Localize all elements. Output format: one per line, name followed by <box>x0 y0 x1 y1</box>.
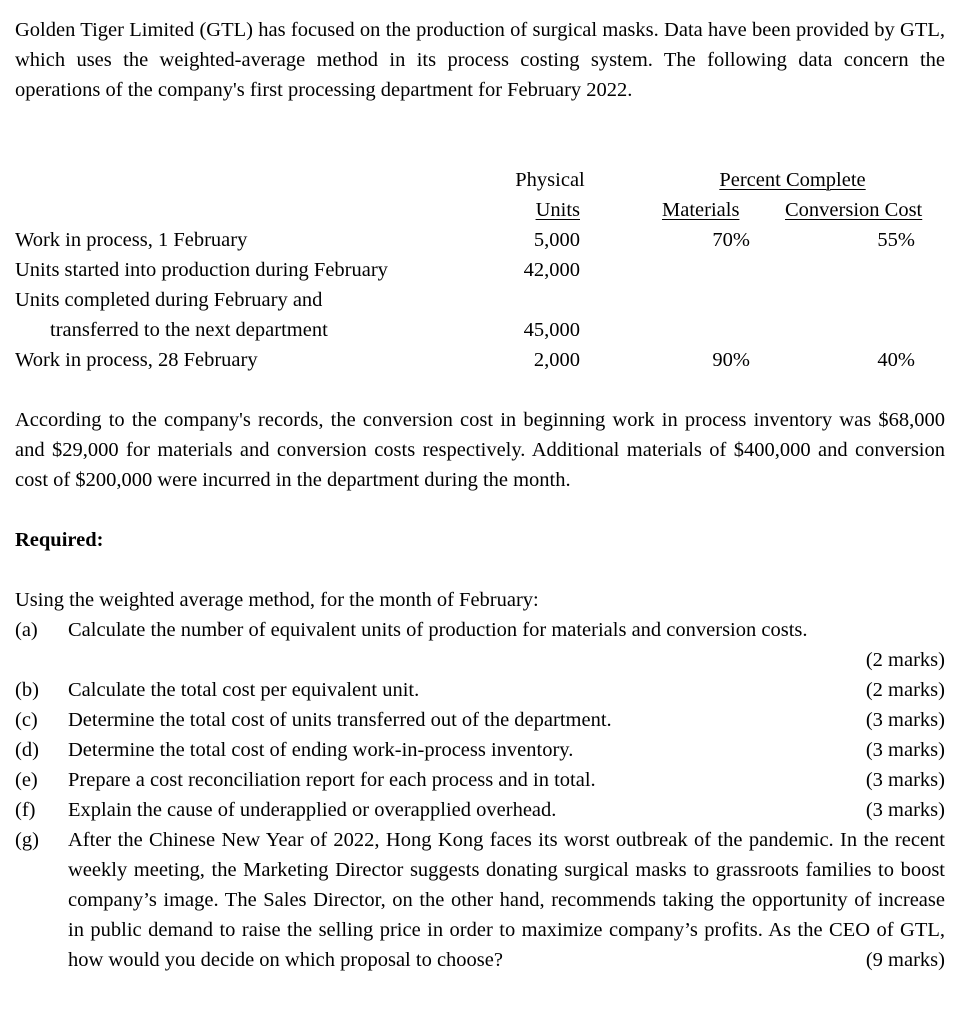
records-paragraph: According to the company's records, the conversion cost in beginning work in process inventory was $68,000 and $29,000 for materials and conversion costs respectively. Additional materials of $400,000 and conversion cost of $200,000 were incurred in the department during the month. <box>15 409 945 491</box>
question-d-text: Determine the total cost of ending work-in-process inventory. <box>68 739 574 761</box>
question-c-marks: (3 marks) <box>865 709 945 731</box>
question-a-label: (a) <box>15 619 38 641</box>
row-materials-wip-end: 90% <box>712 349 750 371</box>
row-conversion-wip-end: 40% <box>877 349 915 371</box>
row-label-transferred: transferred to the next department <box>50 319 328 341</box>
col-header-conversion: Conversion Cost <box>785 199 923 221</box>
required-heading: Required: <box>15 529 104 551</box>
row-units-wip-end: 2,000 <box>533 349 580 371</box>
row-label-started: Units started into production during February <box>15 259 388 281</box>
row-materials-wip-begin: 70% <box>712 229 750 251</box>
question-f-text: Explain the cause of underapplied or overapplied overhead. <box>68 799 557 821</box>
question-b-label: (b) <box>15 679 39 701</box>
row-units-transferred: 45,000 <box>523 319 580 341</box>
row-units-started: 42,000 <box>523 259 580 281</box>
question-d-label: (d) <box>15 739 39 761</box>
intro-paragraph: Golden Tiger Limited (GTL) has focused on the production of surgical masks. Data have been provided by GTL, which uses the weighted-average method in its process costing system. The following data concern the operations of the company's first processing department for February 2022. <box>15 19 945 101</box>
question-f-marks: (3 marks) <box>865 799 945 821</box>
question-a-text: Calculate the number of equivalent units of production for materials and conversion costs. <box>68 619 808 641</box>
col-header-materials: Materials <box>662 199 740 221</box>
question-d-marks: (3 marks) <box>865 739 945 761</box>
col-header-percent-complete: Percent Complete <box>719 169 866 191</box>
question-b-marks: (2 marks) <box>865 679 945 701</box>
question-a-marks: (2 marks) <box>865 649 945 671</box>
question-g-text: After the Chinese New Year of 2022, Hong Kong faces its worst outbreak of the pandemic. In the recent weekly meeting, the Marketing Director suggests donating surgical masks to grassroots families to boost company’s image. The Sales Director, on the other hand, recommends taking the opportunity of increase in public demand to raise the selling price in order to maximize company’s profits. As the CEO of GTL, how would you decide on which proposal to choose? <box>68 829 945 971</box>
row-label-wip-end: Work in process, 28 February <box>15 349 258 371</box>
question-b-text: Calculate the total cost per equivalent unit. <box>68 679 420 701</box>
question-e-marks: (3 marks) <box>865 769 945 791</box>
question-f-label: (f) <box>15 799 36 821</box>
question-g-label: (g) <box>15 829 39 851</box>
question-e-text: Prepare a cost reconciliation report for each process and in total. <box>68 769 596 791</box>
question-c-label: (c) <box>15 709 38 731</box>
instructions: Using the weighted average method, for the month of February: <box>15 589 539 611</box>
col-header-units: Units <box>535 199 580 221</box>
row-label-wip-begin: Work in process, 1 February <box>15 229 248 251</box>
col-header-physical: Physical <box>515 169 585 191</box>
question-g-body <box>68 825 945 975</box>
question-g-marks: (9 marks) <box>865 949 945 971</box>
row-units-wip-begin: 5,000 <box>533 229 580 251</box>
question-e-label: (e) <box>15 769 38 791</box>
row-label-completed: Units completed during February and <box>15 289 323 311</box>
question-c-text: Determine the total cost of units transferred out of the department. <box>68 709 612 731</box>
row-conversion-wip-begin: 55% <box>877 229 915 251</box>
